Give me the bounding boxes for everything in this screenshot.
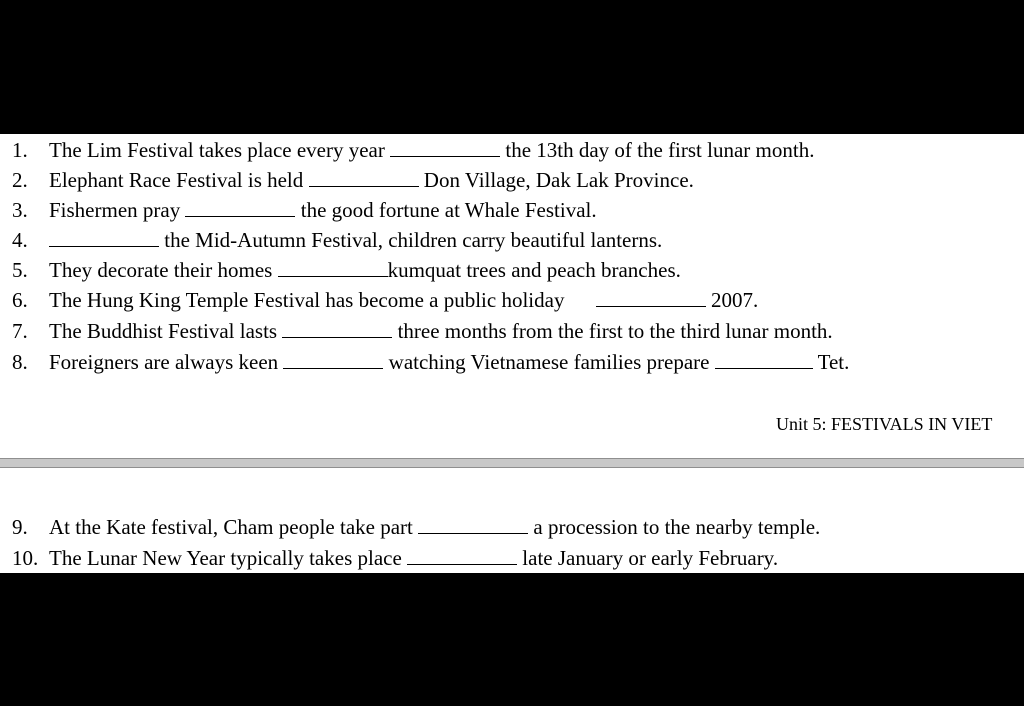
question-text	[49, 226, 662, 254]
question-text	[49, 544, 778, 572]
question-number: 1.	[12, 138, 28, 162]
answer-blank[interactable]	[390, 136, 500, 157]
question-text	[49, 513, 820, 541]
text-segment: a procession to the nearby temple.	[528, 515, 821, 539]
question-number: 2.	[12, 168, 28, 192]
question-number: 9.	[12, 515, 28, 539]
question-number: 6.	[12, 288, 28, 312]
question-number: 10.	[12, 546, 39, 570]
text-segment: Fishermen pray	[49, 198, 186, 222]
question-text	[49, 286, 758, 314]
question-text	[49, 166, 694, 194]
text-segment: watching Vietnamese families prepare	[383, 350, 715, 374]
page-separator	[0, 458, 1024, 468]
answer-blank[interactable]	[309, 166, 419, 187]
question-text	[49, 256, 681, 284]
text-segment: The Lim Festival takes place every year	[49, 138, 391, 162]
answer-blank[interactable]	[407, 544, 517, 565]
worksheet-page-bottom	[0, 468, 1024, 573]
question-text	[49, 196, 597, 224]
text-segment: The Buddhist Festival lasts	[49, 319, 283, 343]
question-text	[49, 136, 814, 164]
text-segment: the Mid-Autumn Festival, children carry beautiful lanterns.	[159, 228, 663, 252]
text-segment: the good fortune at Whale Festival.	[295, 198, 597, 222]
question-number: 8.	[12, 350, 28, 374]
answer-blank[interactable]	[49, 226, 159, 247]
text-segment: Foreigners are always keen	[49, 350, 284, 374]
text-segment: The Hung King Temple Festival has become a public holiday	[49, 288, 570, 312]
question-number: 7.	[12, 319, 28, 343]
text-segment: At the Kate festival, Cham people take part	[49, 515, 419, 539]
answer-blank[interactable]	[596, 286, 706, 307]
answer-blank[interactable]	[715, 348, 813, 369]
answer-blank[interactable]	[283, 348, 383, 369]
answer-blank[interactable]	[185, 196, 295, 217]
text-segment: Tet.	[812, 350, 850, 374]
question-text	[49, 317, 833, 345]
worksheet-page-top	[0, 134, 1024, 458]
text-segment: The Lunar New Year typically takes place	[49, 546, 408, 570]
question-number: 5.	[12, 258, 28, 282]
text-segment: three months from the first to the third lunar month.	[392, 319, 833, 343]
text-segment: the 13th day of the first lunar month.	[500, 138, 815, 162]
text-segment: Don Village, Dak Lak Province.	[418, 168, 694, 192]
text-segment: Elephant Race Festival is held	[49, 168, 309, 192]
unit-header: Unit 5: FESTIVALS IN VIET	[776, 414, 993, 434]
text-segment: kumquat trees and peach branches.	[387, 258, 681, 282]
answer-blank[interactable]	[418, 513, 528, 534]
text-segment: late January or early February.	[517, 546, 779, 570]
text-segment: 2007.	[705, 288, 759, 312]
question-number: 3.	[12, 198, 28, 222]
answer-blank[interactable]	[282, 317, 392, 338]
question-text	[49, 348, 849, 376]
text-segment: They decorate their homes	[49, 258, 278, 282]
question-number: 4.	[12, 228, 28, 252]
answer-blank[interactable]	[278, 256, 388, 277]
